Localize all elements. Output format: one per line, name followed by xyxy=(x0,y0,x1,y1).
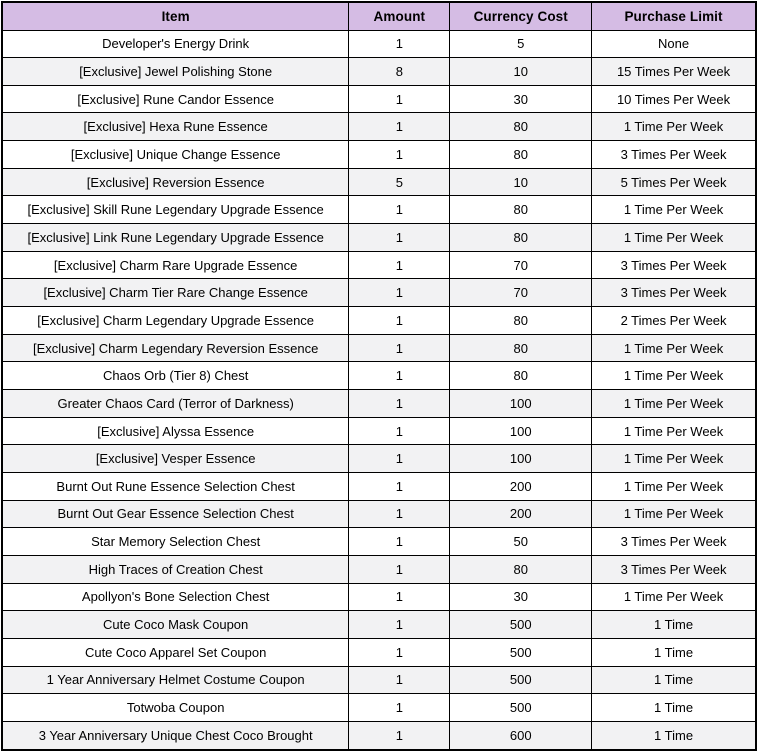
item-cell: [Exclusive] Charm Rare Upgrade Essence xyxy=(2,251,349,279)
purchase-limit-cell: 1 Time xyxy=(592,611,756,639)
item-cell: Greater Chaos Card (Terror of Darkness) xyxy=(2,390,349,418)
item-cell: Developer's Energy Drink xyxy=(2,30,349,58)
item-cell: Apollyon's Bone Selection Chest xyxy=(2,583,349,611)
currency-cost-cell: 80 xyxy=(450,334,592,362)
table-row xyxy=(2,168,756,196)
amount-cell: 1 xyxy=(349,611,450,639)
currency-cost-cell: 80 xyxy=(450,307,592,335)
table-row xyxy=(2,528,756,556)
currency-cost-cell: 80 xyxy=(450,113,592,141)
item-cell: Totwoba Coupon xyxy=(2,694,349,722)
table-row xyxy=(2,251,756,279)
amount-cell: 5 xyxy=(349,168,450,196)
purchase-limit-cell: 10 Times Per Week xyxy=(592,85,756,113)
amount-cell: 1 xyxy=(349,666,450,694)
amount-cell: 1 xyxy=(349,362,450,390)
currency-cost-cell: 100 xyxy=(450,390,592,418)
item-cell: Burnt Out Gear Essence Selection Chest xyxy=(2,500,349,528)
amount-cell: 1 xyxy=(349,30,450,58)
amount-cell: 1 xyxy=(349,694,450,722)
item-cell: [Exclusive] Hexa Rune Essence xyxy=(2,113,349,141)
item-cell: [Exclusive] Charm Legendary Upgrade Essence xyxy=(2,307,349,335)
purchase-limit-cell: 1 Time Per Week xyxy=(592,196,756,224)
amount-cell: 1 xyxy=(349,85,450,113)
table-row xyxy=(2,362,756,390)
table-row xyxy=(2,666,756,694)
item-cell: [Exclusive] Rune Candor Essence xyxy=(2,85,349,113)
purchase-limit-cell: 1 Time xyxy=(592,638,756,666)
shop-item-table xyxy=(1,1,757,751)
currency-cost-cell: 500 xyxy=(450,638,592,666)
table-row xyxy=(2,555,756,583)
purchase-limit-cell: 15 Times Per Week xyxy=(592,58,756,86)
item-cell: [Exclusive] Jewel Polishing Stone xyxy=(2,58,349,86)
table-row xyxy=(2,307,756,335)
item-cell: High Traces of Creation Chest xyxy=(2,555,349,583)
purchase-limit-cell: 1 Time Per Week xyxy=(592,113,756,141)
table-row xyxy=(2,473,756,501)
amount-cell: 1 xyxy=(349,473,450,501)
table-row xyxy=(2,334,756,362)
currency-cost-cell: 80 xyxy=(450,196,592,224)
table-row xyxy=(2,721,756,750)
purchase-limit-cell: 1 Time xyxy=(592,694,756,722)
amount-cell: 1 xyxy=(349,445,450,473)
amount-cell: 1 xyxy=(349,555,450,583)
currency-cost-cell: 200 xyxy=(450,473,592,501)
item-cell: [Exclusive] Skill Rune Legendary Upgrade Essence xyxy=(2,196,349,224)
column-header-purchase-limit: Purchase Limit xyxy=(592,2,756,30)
item-cell: 1 Year Anniversary Helmet Costume Coupon xyxy=(2,666,349,694)
amount-cell: 1 xyxy=(349,334,450,362)
amount-cell: 1 xyxy=(349,528,450,556)
table-row xyxy=(2,694,756,722)
purchase-limit-cell: 1 Time Per Week xyxy=(592,500,756,528)
currency-cost-cell: 70 xyxy=(450,279,592,307)
purchase-limit-cell: 3 Times Per Week xyxy=(592,555,756,583)
column-header-item: Item xyxy=(2,2,349,30)
purchase-limit-cell: 1 Time xyxy=(592,721,756,750)
purchase-limit-cell: None xyxy=(592,30,756,58)
amount-cell: 1 xyxy=(349,417,450,445)
item-cell: [Exclusive] Alyssa Essence xyxy=(2,417,349,445)
amount-cell: 1 xyxy=(349,224,450,252)
purchase-limit-cell: 1 Time Per Week xyxy=(592,334,756,362)
currency-cost-cell: 30 xyxy=(450,85,592,113)
table-body xyxy=(2,30,756,750)
currency-cost-cell: 80 xyxy=(450,141,592,169)
currency-cost-cell: 80 xyxy=(450,224,592,252)
amount-cell: 1 xyxy=(349,500,450,528)
table-row xyxy=(2,611,756,639)
amount-cell: 1 xyxy=(349,141,450,169)
currency-cost-cell: 500 xyxy=(450,666,592,694)
currency-cost-cell: 100 xyxy=(450,417,592,445)
column-header-currency-cost: Currency Cost xyxy=(450,2,592,30)
item-cell: Star Memory Selection Chest xyxy=(2,528,349,556)
currency-cost-cell: 500 xyxy=(450,611,592,639)
amount-cell: 1 xyxy=(349,721,450,750)
purchase-limit-cell: 1 Time Per Week xyxy=(592,583,756,611)
item-cell: [Exclusive] Reversion Essence xyxy=(2,168,349,196)
purchase-limit-cell: 3 Times Per Week xyxy=(592,141,756,169)
purchase-limit-cell: 2 Times Per Week xyxy=(592,307,756,335)
table-row xyxy=(2,417,756,445)
table-row xyxy=(2,196,756,224)
table-row xyxy=(2,58,756,86)
amount-cell: 1 xyxy=(349,583,450,611)
table-row xyxy=(2,224,756,252)
currency-cost-cell: 70 xyxy=(450,251,592,279)
amount-cell: 8 xyxy=(349,58,450,86)
amount-cell: 1 xyxy=(349,307,450,335)
purchase-limit-cell: 3 Times Per Week xyxy=(592,279,756,307)
currency-cost-cell: 80 xyxy=(450,555,592,583)
currency-cost-cell: 100 xyxy=(450,445,592,473)
table-row xyxy=(2,583,756,611)
table-row xyxy=(2,30,756,58)
currency-cost-cell: 50 xyxy=(450,528,592,556)
purchase-limit-cell: 1 Time Per Week xyxy=(592,473,756,501)
purchase-limit-cell: 1 Time Per Week xyxy=(592,362,756,390)
item-cell: Cute Coco Apparel Set Coupon xyxy=(2,638,349,666)
currency-cost-cell: 80 xyxy=(450,362,592,390)
currency-cost-cell: 5 xyxy=(450,30,592,58)
table-row xyxy=(2,500,756,528)
table-row xyxy=(2,390,756,418)
purchase-limit-cell: 1 Time xyxy=(592,666,756,694)
table-row xyxy=(2,445,756,473)
table-row xyxy=(2,279,756,307)
item-cell: 3 Year Anniversary Unique Chest Coco Brought xyxy=(2,721,349,750)
purchase-limit-cell: 1 Time Per Week xyxy=(592,390,756,418)
currency-cost-cell: 600 xyxy=(450,721,592,750)
purchase-limit-cell: 1 Time Per Week xyxy=(592,445,756,473)
amount-cell: 1 xyxy=(349,196,450,224)
currency-cost-cell: 10 xyxy=(450,168,592,196)
currency-cost-cell: 500 xyxy=(450,694,592,722)
currency-cost-cell: 30 xyxy=(450,583,592,611)
amount-cell: 1 xyxy=(349,113,450,141)
purchase-limit-cell: 1 Time Per Week xyxy=(592,417,756,445)
amount-cell: 1 xyxy=(349,251,450,279)
purchase-limit-cell: 3 Times Per Week xyxy=(592,251,756,279)
item-cell: [Exclusive] Unique Change Essence xyxy=(2,141,349,169)
item-cell: [Exclusive] Link Rune Legendary Upgrade Essence xyxy=(2,224,349,252)
item-cell: Burnt Out Rune Essence Selection Chest xyxy=(2,473,349,501)
purchase-limit-cell: 3 Times Per Week xyxy=(592,528,756,556)
currency-cost-cell: 10 xyxy=(450,58,592,86)
column-header-amount: Amount xyxy=(349,2,450,30)
table-row xyxy=(2,85,756,113)
item-cell: [Exclusive] Vesper Essence xyxy=(2,445,349,473)
amount-cell: 1 xyxy=(349,638,450,666)
purchase-limit-cell: 1 Time Per Week xyxy=(592,224,756,252)
item-cell: [Exclusive] Charm Tier Rare Change Essence xyxy=(2,279,349,307)
purchase-limit-cell: 5 Times Per Week xyxy=(592,168,756,196)
amount-cell: 1 xyxy=(349,279,450,307)
header-row xyxy=(2,2,756,30)
item-cell: Chaos Orb (Tier 8) Chest xyxy=(2,362,349,390)
table-row xyxy=(2,141,756,169)
table-row xyxy=(2,638,756,666)
item-cell: Cute Coco Mask Coupon xyxy=(2,611,349,639)
amount-cell: 1 xyxy=(349,390,450,418)
currency-cost-cell: 200 xyxy=(450,500,592,528)
item-cell: [Exclusive] Charm Legendary Reversion Essence xyxy=(2,334,349,362)
table-row xyxy=(2,113,756,141)
